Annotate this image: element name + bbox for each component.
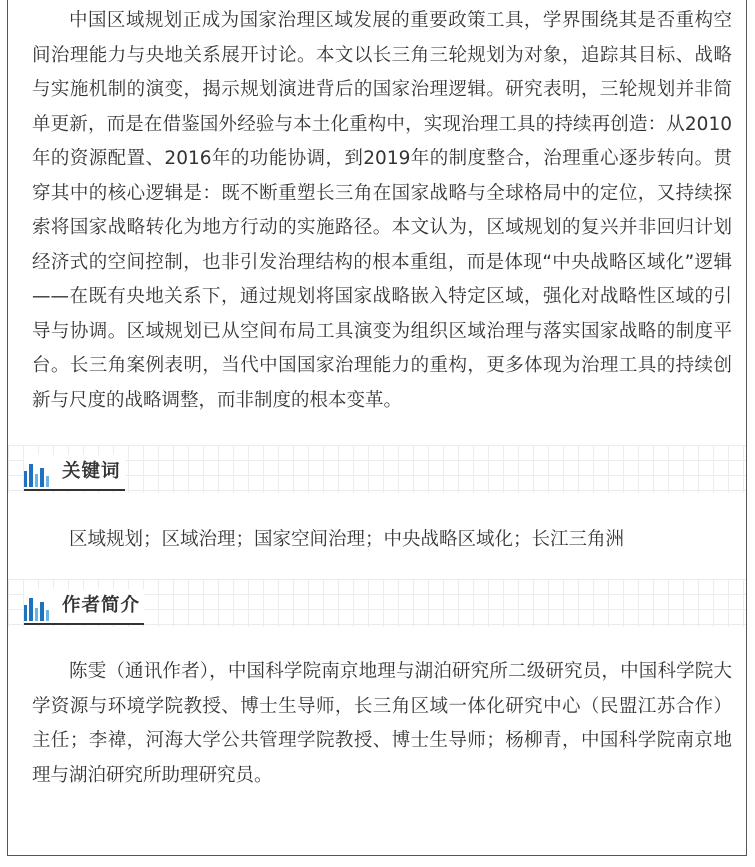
author-tab	[24, 589, 144, 625]
author-section-header	[8, 579, 746, 627]
abstract-paragraph: 中国区域规划正成为国家治理区域发展的重要政策工具，学界围绕其是否重构空间治理能力与央地关系展开讨论。本文以长三角三轮规划为对象，追踪其目标、战略与实施机制的演变，揭示规划演进背后的国家治理逻辑。研究表明，三轮规划并非简单更新，而是在借鉴国外经验与本土化重构中，实现治理工具的持续再创造：从2010年的资源配置、2016年的功能协调，到2019年的制度整合，治理重心逐步转向。贯穿其中的核心逻辑是：既不断重塑长三角在国家战略与全球格局中的定位，又持续探索将国家战略转化为地方行动的实施路径。本文认为，区域规划的复兴并非回归计划经济式的空间控制，也非引发治理结构的根本重组，而是体现“中央战略区域化”逻辑——在既有央地关系下，通过规划将国家战略嵌入特定区域，强化对战略性区域的引导与协调。区域规划已从空间布局工具演变为组织区域治理与落实国家战略的制度平台。长三角案例表明，当代中国国家治理能力的重构，更多体现为治理工具的持续创新与尺度的战略调整，而非制度的根本变革。	[32, 10, 732, 411]
bar-chart-icon	[24, 595, 52, 621]
keywords-tab	[24, 455, 125, 491]
keywords-text: 区域规划；区域治理；国家空间治理；中央战略区域化；长江三角洲	[69, 529, 625, 550]
author-title: 作者简介	[62, 595, 141, 616]
keywords-section-header	[8, 445, 746, 493]
article-frame	[7, 0, 747, 856]
keywords-title: 关键词	[62, 461, 121, 482]
bar-chart-icon	[24, 461, 52, 487]
author-bio-paragraph: 陈雯（通讯作者），中国科学院南京地理与湖泊研究所二级研究员，中国科学院大学资源与环境学院教授、博士生导师，长三角区域一体化研究中心（民盟江苏合作）主任；李禕，河海大学公共管理学院教授、博士生导师；杨柳青，中国科学院南京地理与湖泊研究所助理研究员。	[32, 661, 732, 786]
